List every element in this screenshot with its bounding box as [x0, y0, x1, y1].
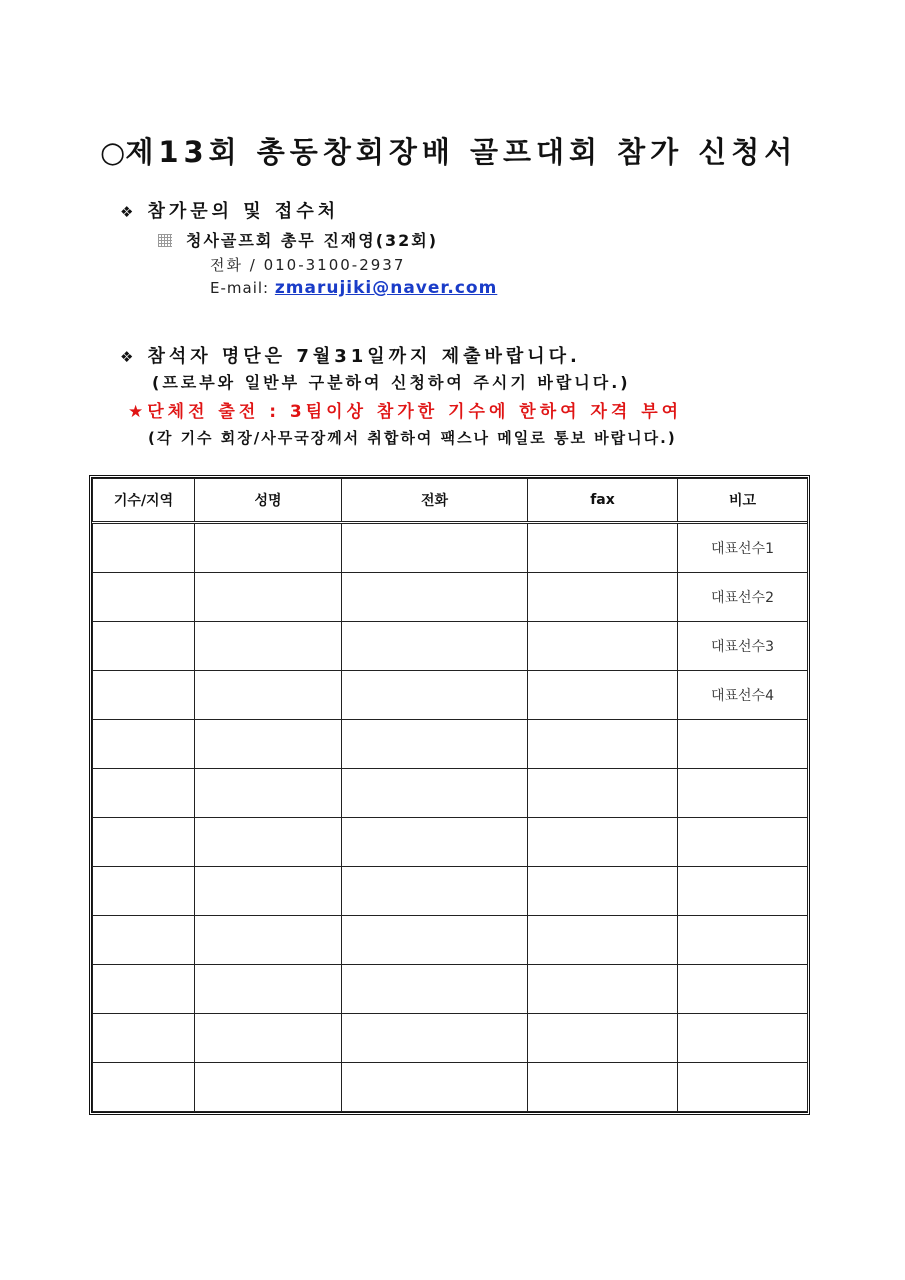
notice-deadline-text: 참석자 명단은 7월31일까지 제출바랍니다. [147, 346, 581, 367]
cohort-cell[interactable] [93, 523, 195, 573]
cohort-cell[interactable] [93, 671, 195, 720]
contact-heading-text: 참가문의 및 접수처 [147, 201, 340, 222]
diamond-bullet-icon: ❖ [120, 203, 138, 221]
name-cell[interactable] [195, 622, 342, 671]
phone-cell[interactable] [342, 573, 528, 622]
name-cell[interactable] [195, 1014, 342, 1063]
contact-person [158, 228, 438, 251]
remarks-cell[interactable] [678, 1063, 808, 1112]
table-row [93, 523, 808, 573]
remarks-cell: 대표선수4 [678, 671, 808, 720]
name-cell[interactable] [195, 523, 342, 573]
notice-deadline [120, 342, 581, 368]
cohort-cell[interactable] [93, 1063, 195, 1112]
grid-bullet-icon [158, 234, 172, 247]
table-row [93, 916, 808, 965]
email-label: E-mail: [210, 279, 270, 297]
table-row [93, 622, 808, 671]
remarks-cell[interactable] [678, 818, 808, 867]
cohort-cell[interactable] [93, 720, 195, 769]
fax-cell[interactable] [528, 720, 678, 769]
notice-submission: (각 기수 회장/사무국장께서 취합하여 팩스나 메일로 통보 바랍니다.) [148, 429, 677, 447]
star-icon: ★ [128, 402, 148, 422]
contact-heading [120, 197, 339, 223]
name-cell[interactable] [195, 671, 342, 720]
phone-cell[interactable] [342, 622, 528, 671]
fax-cell[interactable] [528, 916, 678, 965]
phone-cell[interactable] [342, 818, 528, 867]
table-row [93, 1063, 808, 1112]
title-text: 제13회 총동창회장배 골프대회 참가 신청서 [125, 135, 798, 169]
fax-cell[interactable] [528, 769, 678, 818]
remarks-cell[interactable] [678, 720, 808, 769]
phone-cell[interactable] [342, 867, 528, 916]
phone-cell[interactable] [342, 720, 528, 769]
header-name: 성명 [195, 479, 342, 523]
cohort-cell[interactable] [93, 622, 195, 671]
table-row [93, 818, 808, 867]
header-fax: fax [528, 479, 678, 523]
fax-cell[interactable] [528, 818, 678, 867]
remarks-cell[interactable] [678, 916, 808, 965]
table-header-row [93, 479, 808, 523]
table-row [93, 573, 808, 622]
phone-cell[interactable] [342, 1063, 528, 1112]
fax-cell[interactable] [528, 1014, 678, 1063]
contact-phone: 전화 / 010-3100-2937 [210, 256, 406, 274]
table-row [93, 965, 808, 1014]
name-cell[interactable] [195, 720, 342, 769]
table-row [93, 769, 808, 818]
phone-cell[interactable] [342, 916, 528, 965]
circle-icon: ○ [100, 135, 126, 169]
table-row [93, 1014, 808, 1063]
phone-cell[interactable] [342, 769, 528, 818]
cohort-cell[interactable] [93, 1014, 195, 1063]
cohort-cell[interactable] [93, 573, 195, 622]
table-row [93, 720, 808, 769]
name-cell[interactable] [195, 867, 342, 916]
email-link[interactable]: zmarujiki@naver.com [274, 278, 498, 298]
name-cell[interactable] [195, 818, 342, 867]
document-title [100, 130, 820, 171]
remarks-cell[interactable] [678, 965, 808, 1014]
phone-cell[interactable] [342, 671, 528, 720]
cohort-cell[interactable] [93, 867, 195, 916]
name-cell[interactable] [195, 769, 342, 818]
name-cell[interactable] [195, 965, 342, 1014]
fax-cell[interactable] [528, 671, 678, 720]
remarks-cell[interactable] [678, 1014, 808, 1063]
name-cell[interactable] [195, 916, 342, 965]
remarks-cell[interactable] [678, 867, 808, 916]
table-row [93, 867, 808, 916]
header-phone: 전화 [342, 479, 528, 523]
contact-person-text: 청사골프회 총무 진재영(32회) [186, 231, 439, 250]
fax-cell[interactable] [528, 622, 678, 671]
notice-team-entry-text: 단체전 출전 : 3팀이상 참가한 기수에 한하여 자격 부여 [147, 402, 683, 422]
header-remarks: 비고 [678, 479, 808, 523]
cohort-cell[interactable] [93, 769, 195, 818]
fax-cell[interactable] [528, 1063, 678, 1112]
notice-division: (프로부와 일반부 구분하여 신청하여 주시기 바랍니다.) [152, 373, 631, 392]
remarks-cell: 대표선수1 [678, 523, 808, 573]
fax-cell[interactable] [528, 523, 678, 573]
contact-email-row [210, 278, 497, 298]
remarks-cell: 대표선수3 [678, 622, 808, 671]
phone-cell[interactable] [342, 1014, 528, 1063]
name-cell[interactable] [195, 1063, 342, 1112]
registration-table [89, 475, 810, 1115]
cohort-cell[interactable] [93, 965, 195, 1014]
fax-cell[interactable] [528, 965, 678, 1014]
fax-cell[interactable] [528, 573, 678, 622]
cohort-cell[interactable] [93, 818, 195, 867]
header-cohort: 기수/지역 [93, 479, 195, 523]
phone-cell[interactable] [342, 523, 528, 573]
remarks-cell[interactable] [678, 769, 808, 818]
cohort-cell[interactable] [93, 916, 195, 965]
fax-cell[interactable] [528, 867, 678, 916]
notice-team-entry [128, 397, 682, 422]
name-cell[interactable] [195, 573, 342, 622]
phone-cell[interactable] [342, 965, 528, 1014]
remarks-cell: 대표선수2 [678, 573, 808, 622]
diamond-bullet-icon: ❖ [120, 348, 138, 366]
table-row [93, 671, 808, 720]
